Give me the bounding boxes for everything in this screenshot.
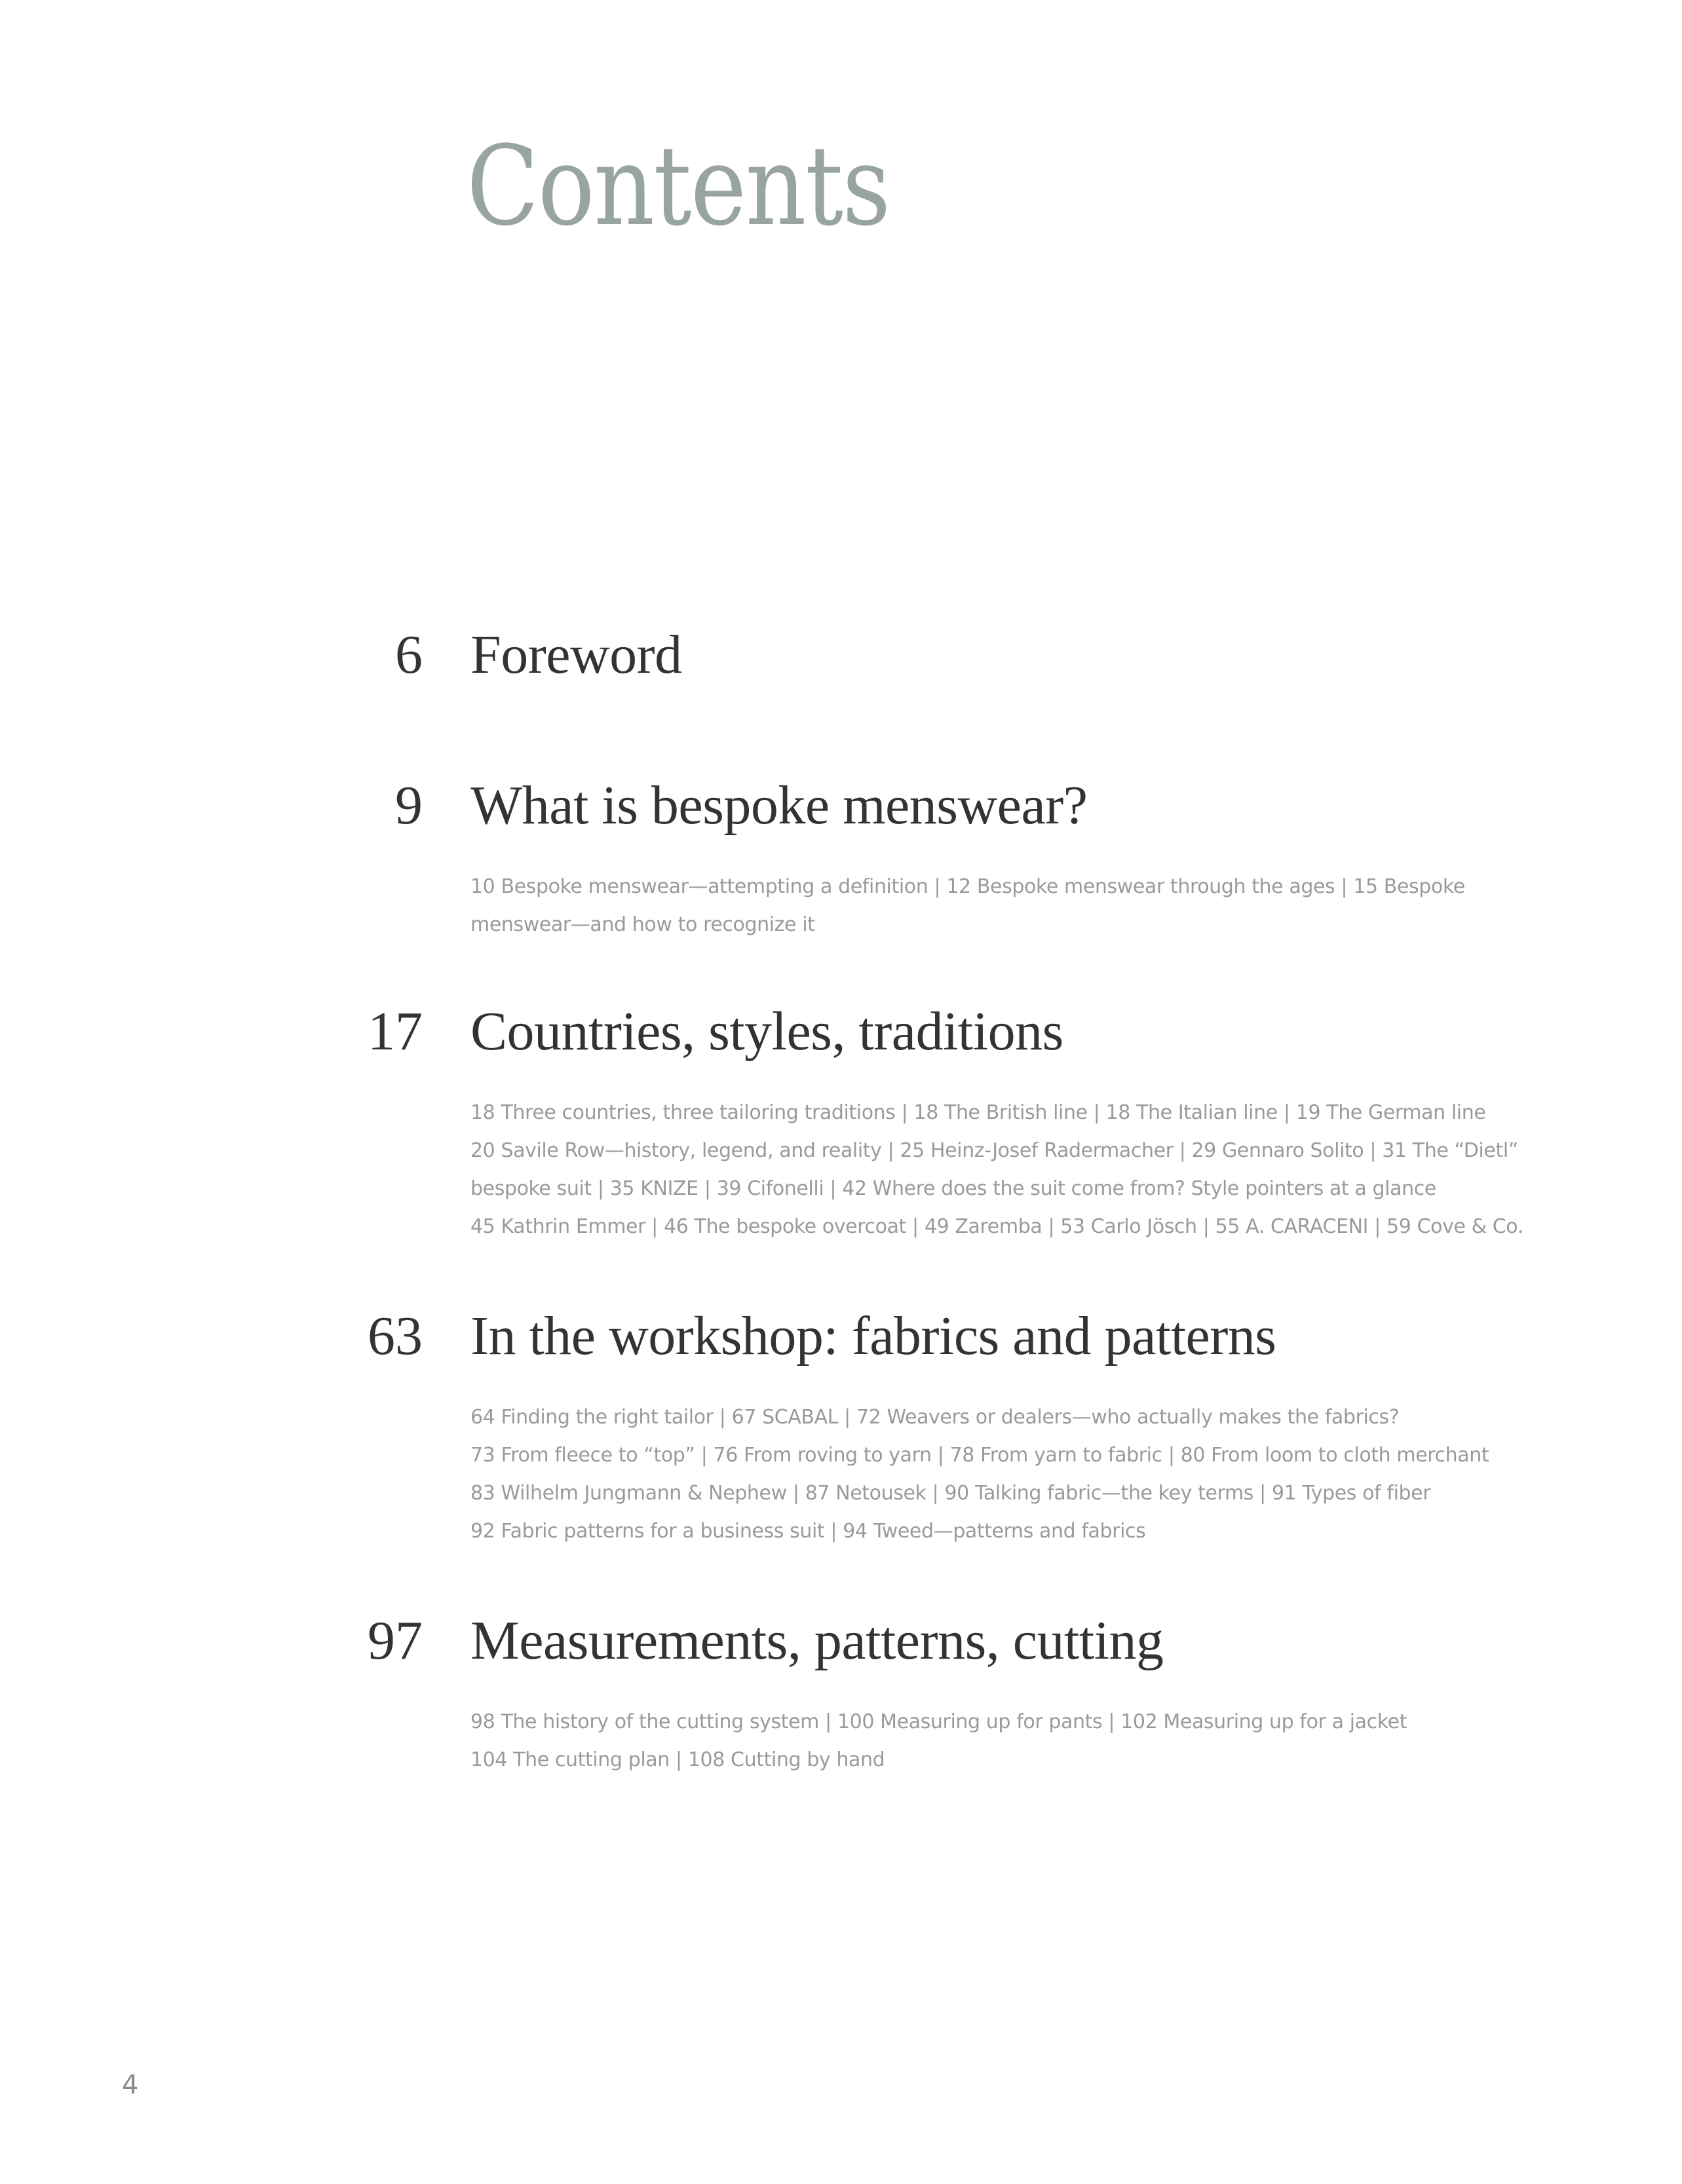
- toc-page-number: 63: [368, 1306, 423, 1366]
- toc-subentry-line: 64 Finding the right tailor | 67 SCABAL | 72 Weavers or dealers—who actually makes the fabrics?: [470, 1406, 1400, 1429]
- toc-subentry-line: 10 Bespoke menswear—attempting a definition | 12 Bespoke menswear through the ages | 15 Bespoke: [470, 875, 1465, 898]
- toc-subentries: [470, 1703, 1558, 1779]
- toc-heading[interactable]: [0, 622, 1682, 688]
- toc-subentry-line: menswear—and how to recognize it: [470, 913, 815, 936]
- toc-subentry-line: bespoke suit | 35 KNIZE | 39 Cifonelli | 42 Where does the suit come from? Style pointers at a glance: [470, 1177, 1436, 1200]
- toc-section-workshop: [0, 1304, 1682, 1543]
- toc-section-measurements: [0, 1608, 1682, 1771]
- toc-title: Measurements, patterns, cutting: [470, 1610, 1164, 1671]
- toc-heading[interactable]: [0, 773, 1682, 838]
- toc-heading[interactable]: [0, 1304, 1682, 1369]
- toc-page-number: 9: [395, 775, 423, 836]
- toc-subentry-line: 45 Kathrin Emmer | 46 The bespoke overcoat | 49 Zaremba | 53 Carlo Jösch | 55 A. CARACENI | 59 Cove & Co.: [470, 1215, 1523, 1238]
- toc-subentry-line: 104 The cutting plan | 108 Cutting by hand: [470, 1748, 885, 1771]
- toc-subentry-line: 20 Savile Row—history, legend, and reality | 25 Heinz-Josef Radermacher | 29 Gennaro Solito | 31 The “Dietl”: [470, 1139, 1518, 1162]
- toc-subentries: [470, 1094, 1558, 1246]
- toc-title: In the workshop: fabrics and patterns: [470, 1306, 1276, 1366]
- toc-subentries: [470, 1399, 1558, 1551]
- toc-page-number: 6: [395, 624, 423, 685]
- toc-subentry-line: 92 Fabric patterns for a business suit | 94 Tweed—patterns and fabrics: [470, 1520, 1146, 1543]
- toc-subentries: [470, 868, 1558, 944]
- page-title: Contents: [467, 122, 890, 250]
- toc-section-countries: [0, 999, 1682, 1238]
- toc-subentry-line: 73 From fleece to “top” | 76 From roving to yarn | 78 From yarn to fabric | 80 From loom to cloth merchant: [470, 1444, 1489, 1467]
- toc-page-number: 17: [368, 1001, 423, 1062]
- page-number: 4: [122, 2070, 139, 2100]
- toc-heading[interactable]: [0, 999, 1682, 1064]
- toc-section-foreword: [0, 622, 1682, 688]
- toc-subentry-line: 98 The history of the cutting system | 100 Measuring up for pants | 102 Measuring up for a jacket: [470, 1710, 1407, 1733]
- toc-page-number: 97: [368, 1610, 423, 1671]
- toc-title: What is bespoke menswear?: [470, 775, 1088, 836]
- toc-title: Countries, styles, traditions: [470, 1001, 1063, 1062]
- toc-section-what-is-bespoke: [0, 773, 1682, 936]
- toc-subentry-line: 18 Three countries, three tailoring traditions | 18 The British line | 18 The Italian line | 19 The German line: [470, 1101, 1486, 1124]
- toc-heading[interactable]: [0, 1608, 1682, 1674]
- toc-subentry-line: 83 Wilhelm Jungmann & Nephew | 87 Netousek | 90 Talking fabric—the key terms | 91 Types of fiber: [470, 1482, 1431, 1505]
- toc-title: Foreword: [470, 624, 682, 685]
